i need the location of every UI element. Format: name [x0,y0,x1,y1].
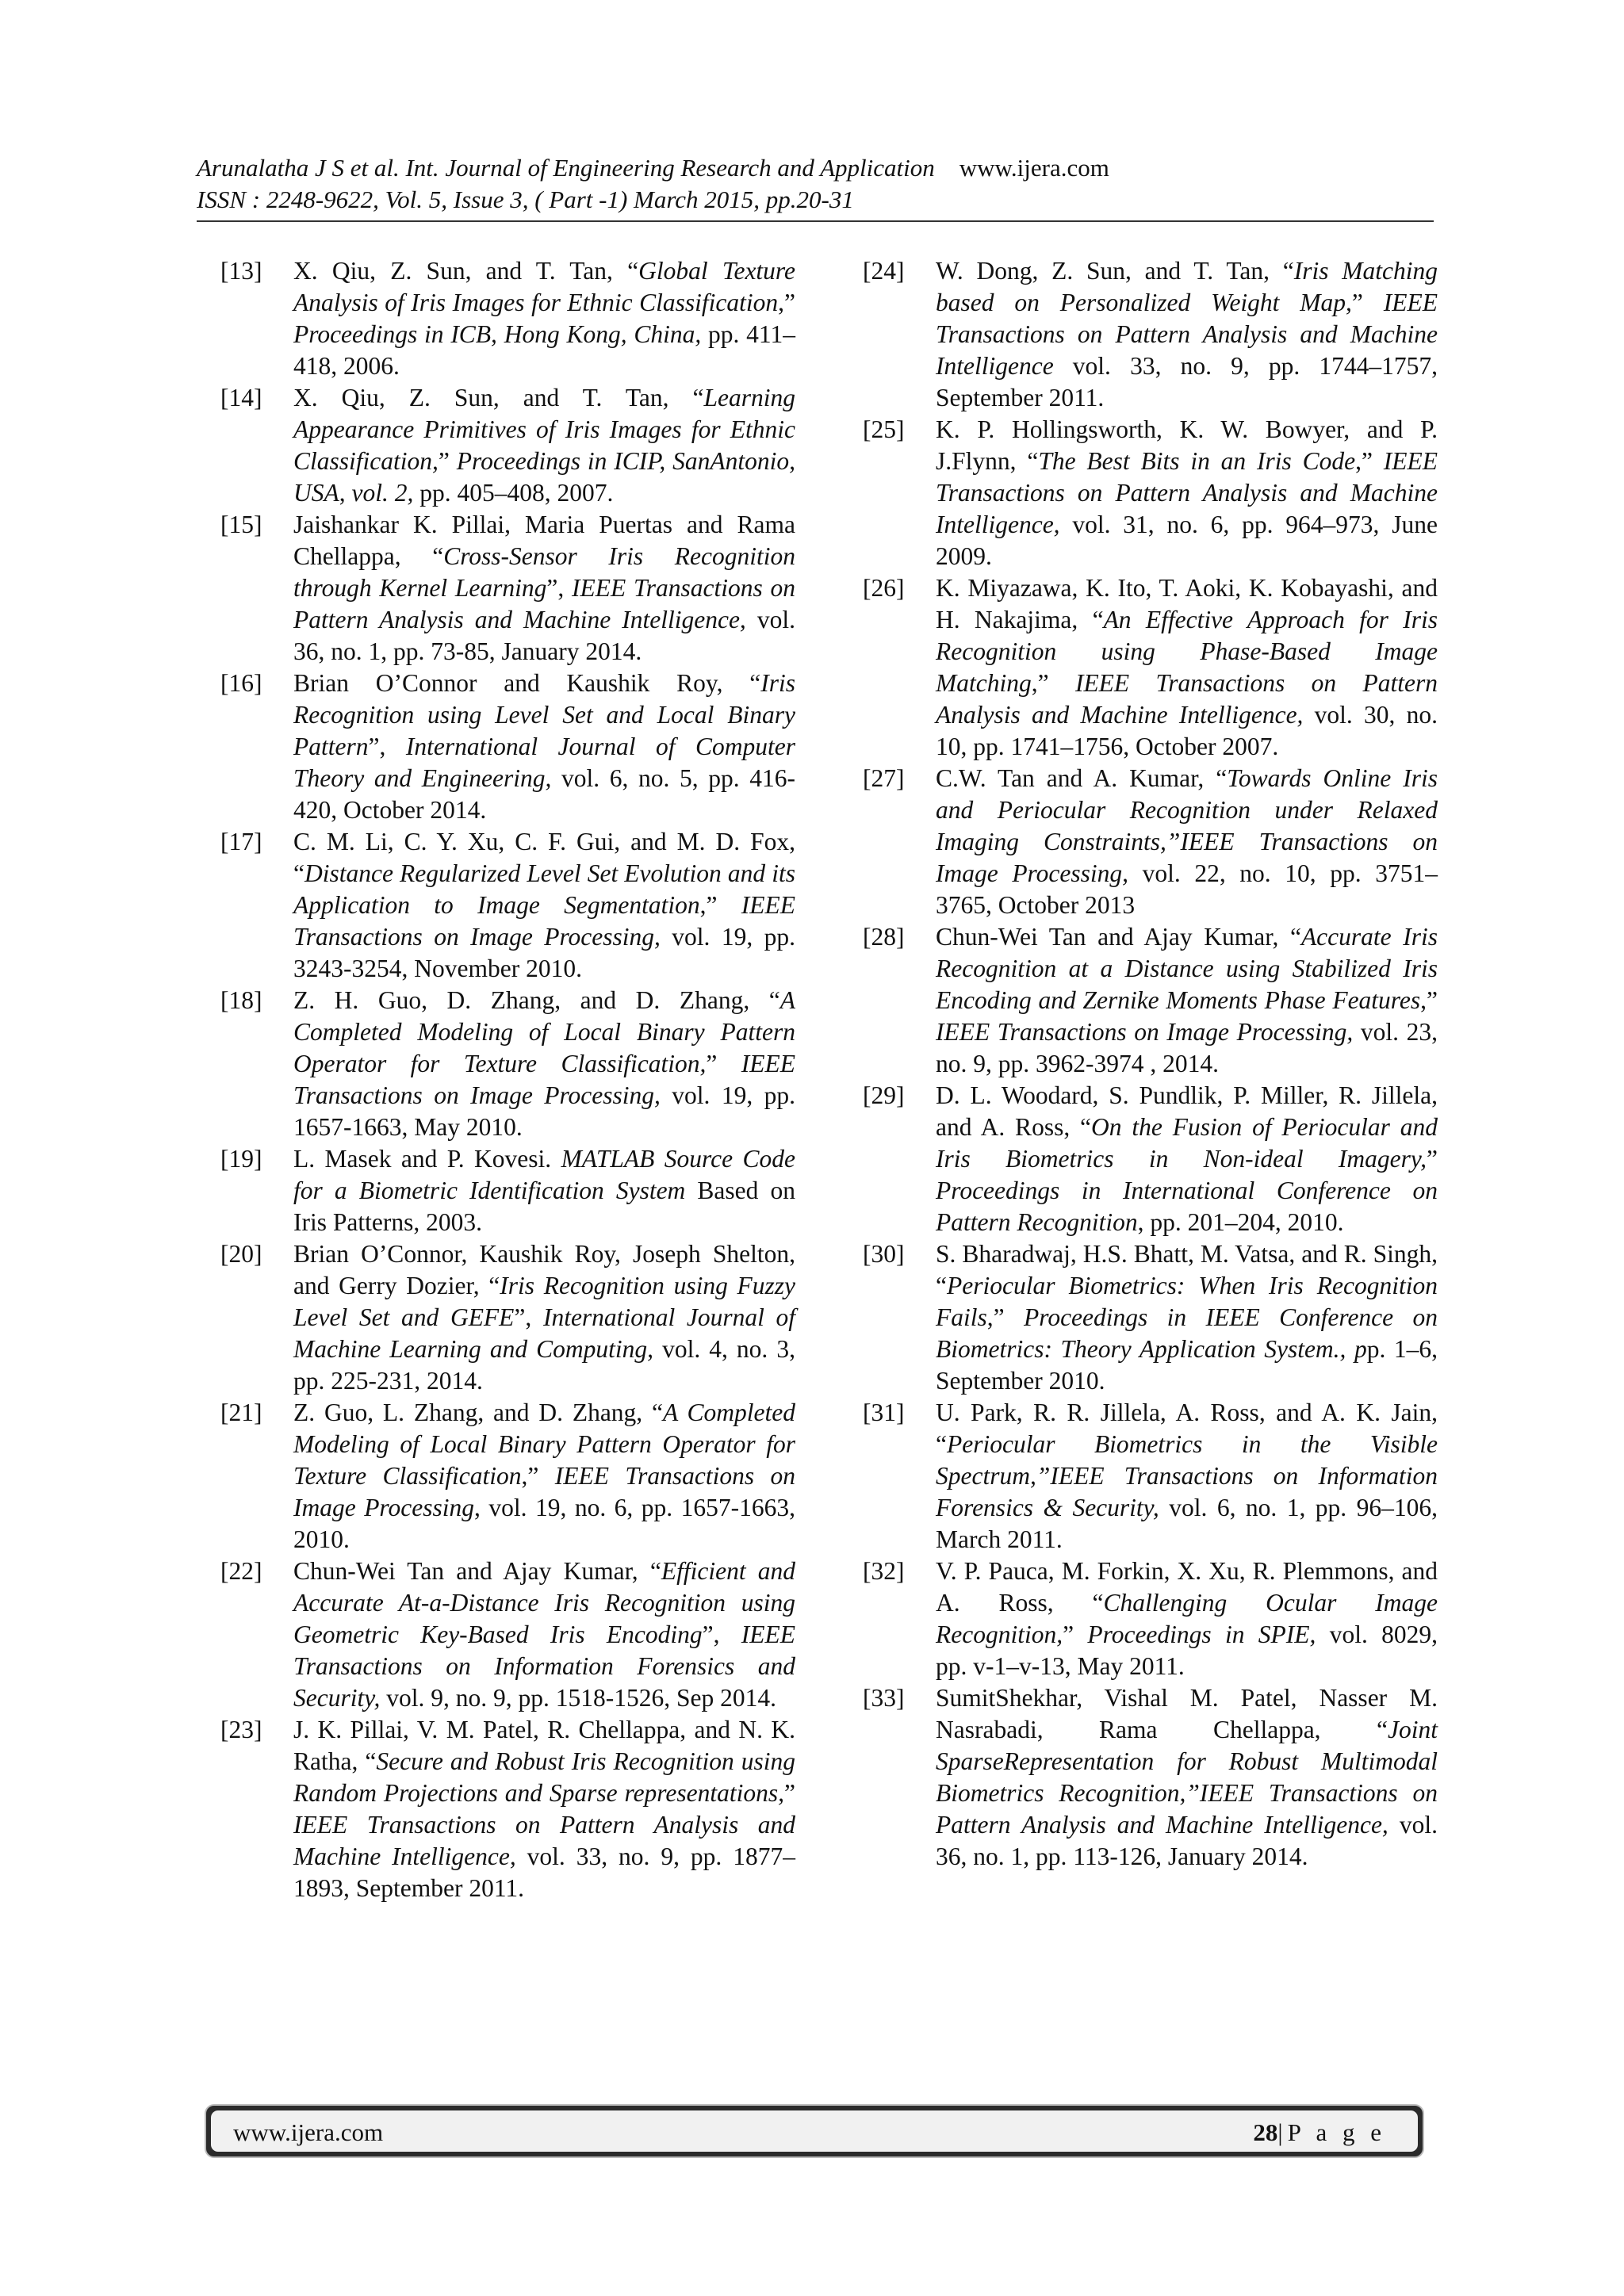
reference-entry [220,985,795,1143]
reference-segment: Based on Iris Patterns, 2003. [293,1177,795,1236]
reference-segment: Chun-Wei Tan and Ajay Kumar, “ [293,1557,661,1585]
reference-text [293,255,795,382]
reference-italic-segment: IEEE Transactions on Image Processing [293,1462,795,1521]
reference-italic-segment: Proceedings in ICIP, SanAntonio, USA [293,447,796,507]
reference-text [936,255,1438,414]
reference-italic-segment: Proceedings in SPIE, [1087,1621,1316,1648]
reference-number: [17] [220,828,262,855]
reference-italic-segment: Joint SparseRepresentation for Robust Multimodal Biometrics Recognition,”IEEE Transactions on Pattern Analysis and Machine Intelligence, [936,1716,1438,1839]
reference-entry [220,1714,795,1904]
reference-italic-segment: Proceedings in IEEE Conference on Biometrics: Theory Application System., p [936,1303,1438,1363]
reference-segment: ” [706,1050,741,1077]
reference-entry [863,1080,1438,1238]
reference-segment: vol. 36, no. 1, pp. 73-85, January 2014. [293,606,795,665]
reference-italic-segment: IEEE Transactions on Pattern Analysis and Machine Intelligence, [936,447,1438,538]
journal-website[interactable]: www.ijera.com [959,154,1109,182]
reference-italic-segment: Distance Regularized Level Set Evolution and its Application to Image Segmentation [293,859,795,919]
reference-number: [33] [863,1684,905,1712]
reference-segment: Brian O’Connor and Kaushik Roy, “ [293,669,761,697]
reference-segment: S. Bharadwaj, H.S. Bhatt, M. Vatsa, and R. Singh, “ [936,1240,1438,1299]
reference-number: [14] [220,384,262,411]
references-left-column [220,255,795,1904]
reference-segment: vol. 6, no. 1, pp. 96–106, March 2011. [936,1494,1438,1553]
reference-segment: ,” [521,1462,555,1490]
reference-italic-segment: IEEE Transactions on Image Processing, [293,891,795,951]
reference-text [936,1238,1438,1397]
reference-number: [18] [220,986,262,1014]
reference-number: [13] [220,257,262,285]
reference-segment: X. Qiu, Z. Sun, and T. Tan, “ [293,384,704,411]
reference-segment: ,” [1355,447,1384,475]
reference-number: [32] [863,1557,905,1585]
reference-italic-segment: IEEE Transactions on Pattern Analysis and Machine Intelligence, [293,574,796,633]
reference-segment: SumitShekhar, Vishal M. Patel, Nasser M. Nasrabadi, Rama Chellappa, “ [936,1684,1438,1743]
reference-segment: ”, [546,574,572,602]
reference-italic-segment: Towards Online Iris and Periocular Recognition under Relaxed Imaging Constraints,”IEEE Transactions on Image Processing, [936,764,1438,887]
reference-segment: K. P. Hollingsworth, K. W. Bowyer, and P. J.Flynn, “ [936,415,1438,475]
reference-text [936,572,1438,763]
reference-text [293,985,795,1143]
reference-text [936,1556,1438,1682]
footer-website[interactable]: www.ijera.com [233,2118,384,2146]
reference-segment: ” [784,1779,795,1807]
reference-segment: U. Park, R. R. Jillela, A. Ross, and A. K. Jain, “ [936,1399,1438,1458]
reference-segment: p. 1–6, September 2010. [936,1335,1438,1395]
issn-line: ISSN : 2248-9622, Vol. 5, Issue 3, ( Part -1) March 2015, pp.20-31 [197,186,854,213]
reference-italic-segment: IEEE Transactions on Pattern Analysis and Machine Intelligence, [936,669,1438,729]
reference-italic-segment: Iris Recognition using Fuzzy Level Set and GEFE [293,1272,795,1331]
reference-segment: K. Miyazawa, K. Ito, T. Aoki, K. Kobayashi, and H. Nakajima, “ [936,574,1438,633]
page-number-value: 28 [1253,2118,1278,2146]
page-footer [205,2104,1424,2158]
reference-italic-segment: vol. 2, [351,479,414,507]
journal-citation: Arunalatha J S et al. Int. Journal of Engineering Research and Application [197,154,935,182]
reference-segment: pp. 405–408, 2007. [413,479,614,507]
reference-italic-segment: Proceedings in International Conference on Pattern Recognition [936,1177,1438,1236]
reference-segment: C.W. Tan and A. Kumar, “ [936,764,1228,792]
reference-segment: ,” [699,891,741,919]
reference-segment: vol. 9, no. 9, pp. 1518-1526, Sep 2014. [380,1684,776,1712]
reference-entry [863,1397,1438,1556]
reference-segment: Z. Guo, L. Zhang, and D. Zhang, “ [293,1399,664,1426]
page-number [1253,2118,1386,2147]
reference-number: [19] [220,1145,262,1173]
reference-italic-segment: IEEE Transactions on Pattern Analysis and Machine Intelligence, [293,1811,795,1870]
reference-entry [863,1682,1438,1873]
reference-entry [863,1238,1438,1397]
reference-italic-segment: Secure and Robust Iris Recognition using Random Projections and Sparse representations, [293,1747,795,1807]
reference-number: [26] [863,574,905,602]
reference-segment: vol. 8029, pp. v-1–v-13, May 2011. [936,1621,1438,1680]
reference-entry [863,255,1438,414]
reference-segment: vol. 33, no. 9, pp. 1744–1757, September 2011. [936,352,1438,411]
reference-segment: vol. 33, no. 9, pp. 1877–1893, September 2011. [293,1843,795,1902]
reference-segment: ” [1351,289,1384,316]
references-right-column [863,255,1438,1873]
reference-text [936,763,1438,921]
reference-text [293,1556,795,1714]
reference-segment: Z. H. Guo, D. Zhang, and D. Zhang, “ [293,986,780,1014]
reference-segment: ,” [778,289,795,316]
reference-segment: ” [1427,1145,1438,1173]
reference-number: [22] [220,1557,262,1585]
reference-text [293,509,795,668]
reference-number: [23] [220,1716,262,1743]
reference-segment: X. Qiu, Z. Sun, and T. Tan, “ [293,257,639,285]
reference-italic-segment: IEEE Transactions on Image Processing, [936,1018,1354,1046]
header-rule [197,220,1434,222]
reference-number: [27] [863,764,905,792]
reference-segment: ”, [702,1621,741,1648]
reference-segment: ” [438,447,457,475]
reference-italic-segment: IEEE Transactions on Image Processing, [293,1050,795,1109]
reference-segment: Jaishankar K. Pillai, Maria Puertas and Rama Chellappa, “ [293,511,795,570]
reference-entry [220,826,795,985]
reference-text [936,1397,1438,1556]
reference-segment: vol. 36, no. 1, pp. 113-126, January 2014. [936,1811,1438,1870]
reference-number: [29] [863,1081,905,1109]
reference-entry [220,1143,795,1238]
reference-entry [863,572,1438,763]
reference-segment: vol. 19, pp. 1657-1663, May 2010. [293,1081,795,1141]
reference-italic-segment: A Completed Modeling of Local Binary Pattern Operator for Texture Classification, [293,986,795,1077]
reference-italic-segment: IEEE Transactions on Information Forensics and Security, [293,1621,795,1712]
reference-segment: L. Masek and P. Kovesi. [293,1145,561,1173]
reference-segment: ”, [514,1303,543,1331]
reference-segment: Chun-Wei Tan and Ajay Kumar, “ [936,923,1301,951]
reference-italic-segment: Challenging Ocular Image Recognition, [936,1589,1438,1648]
reference-segment: vol. 31, no. 6, pp. 964–973, June 2009. [936,511,1438,570]
reference-italic-segment: Efficient and Accurate At-a-Distance Iris Recognition using Geometric Key-Based Iris Encoding [293,1557,796,1648]
reference-number: [25] [863,415,905,443]
reference-text [293,1238,795,1397]
reference-number: [15] [220,511,262,538]
reference-segment: , [339,479,352,507]
reference-italic-segment: A Completed Modeling of Local Binary Pattern Operator for Texture Classification [293,1399,796,1490]
reference-entry [220,1556,795,1714]
reference-segment: C. M. Li, C. Y. Xu, C. F. Gui, and M. D. Fox, “ [293,828,795,887]
reference-text [293,1397,795,1556]
reference-entry [220,509,795,668]
page-label: |P a g e [1277,2118,1386,2146]
reference-segment: W. Dong, Z. Sun, and T. Tan, “ [936,257,1294,285]
reference-text [936,921,1438,1080]
reference-entry [863,1556,1438,1682]
reference-text [293,1143,795,1238]
reference-entry [220,255,795,382]
reference-italic-segment: Learning Appearance Primitives of Iris Images for Ethnic Classification, [293,384,795,475]
reference-italic-segment: Periocular Biometrics: When Iris Recognition Fails [936,1272,1438,1331]
reference-number: [30] [863,1240,905,1268]
reference-text [293,668,795,826]
reference-segment: V. P. Pauca, M. Forkin, X. Xu, R. Plemmons, and A. Ross, “ [936,1557,1438,1617]
reference-italic-segment: Proceedings in ICB, Hong Kong, China, [293,320,702,348]
reference-segment: ”, [368,733,406,760]
reference-segment: vol. 30, no. 10, pp. 1741–1756, October 2007. [936,701,1438,760]
reference-number: [21] [220,1399,262,1426]
reference-italic-segment: Accurate Iris Recognition at a Distance using Stabilized Iris Encoding and Zernike Moments Phase Features [936,923,1438,1014]
reference-entry [220,382,795,509]
reference-segment: vol. 4, no. 3, pp. 225-231, 2014. [293,1335,795,1395]
page-header [197,152,1434,216]
reference-segment: pp. 411–418, 2006. [293,320,795,380]
reference-segment: vol. 6, no. 5, pp. 416-420, October 2014. [293,764,795,824]
reference-text [936,1682,1438,1873]
reference-segment: vol. 23, no. 9, pp. 3962-3974 , 2014. [936,1018,1438,1077]
reference-entry [220,668,795,826]
reference-italic-segment: IEEE Transactions on Pattern Analysis and Machine Intelligence [936,289,1438,380]
reference-segment: ,” [1031,669,1075,697]
reference-italic-segment: International Journal of Machine Learning and Computing, [293,1303,796,1363]
reference-segment: vol. 22, no. 10, pp. 3751–3765, October 2013 [936,859,1438,919]
reference-italic-segment: The Best Bits in an Iris Code [1038,447,1356,475]
reference-text [936,1080,1438,1238]
reference-segment: ” [1063,1621,1088,1648]
reference-entry [863,763,1438,921]
reference-entry [863,921,1438,1080]
footer-panel [211,2110,1418,2152]
reference-segment: Brian O’Connor, Kaushik Roy, Joseph Shelton, and Gerry Dozier, “ [293,1240,795,1299]
reference-entry [220,1238,795,1397]
reference-entry [863,414,1438,572]
reference-italic-segment: Iris Matching based on Personalized Weight Map, [936,257,1438,316]
reference-number: [20] [220,1240,262,1268]
reference-italic-segment: Periocular Biometrics in the Visible Spectrum,”IEEE Transactions on Information Forensics & Security, [936,1430,1438,1521]
reference-segment: , vol. 19, no. 6, pp. 1657-1663, 2010. [293,1494,795,1553]
reference-number: [28] [863,923,905,951]
reference-segment: ,” [986,1303,1024,1331]
reference-italic-segment: An Effective Approach for Iris Recognition using Phase-Based Image Matching [936,606,1438,697]
reference-italic-segment: Iris Recognition using Level Set and Local Binary Pattern [293,669,795,760]
reference-text [293,826,795,985]
reference-segment: D. L. Woodard, S. Pundlik, P. Miller, R. Jillela, and A. Ross, “ [936,1081,1438,1141]
reference-italic-segment: Cross-Sensor Iris Recognition through Kernel Learning [293,542,795,602]
reference-segment: , pp. 201–204, 2010. [1137,1208,1344,1236]
reference-number: [24] [863,257,905,285]
reference-number: [16] [220,669,262,697]
reference-text [936,414,1438,572]
reference-segment: ,” [1420,986,1438,1014]
reference-number: [31] [863,1399,905,1426]
reference-segment: J. K. Pillai, V. M. Patel, R. Chellappa, and N. K. Ratha, “ [293,1716,795,1775]
reference-entry [220,1397,795,1556]
journal-line [197,152,1434,184]
reference-italic-segment: On the Fusion of Periocular and Iris Biometrics in Non-ideal Imagery, [936,1113,1438,1173]
reference-segment: vol. 19, pp. 3243-3254, November 2010. [293,923,795,982]
reference-italic-segment: Global Texture Analysis of Iris Images for Ethnic Classification [293,257,795,316]
reference-text [293,382,795,509]
reference-text [293,1714,795,1904]
reference-italic-segment: International Journal of Computer Theory and Engineering, [293,733,796,792]
reference-italic-segment: MATLAB Source Code for a Biometric Identification System [293,1145,795,1204]
